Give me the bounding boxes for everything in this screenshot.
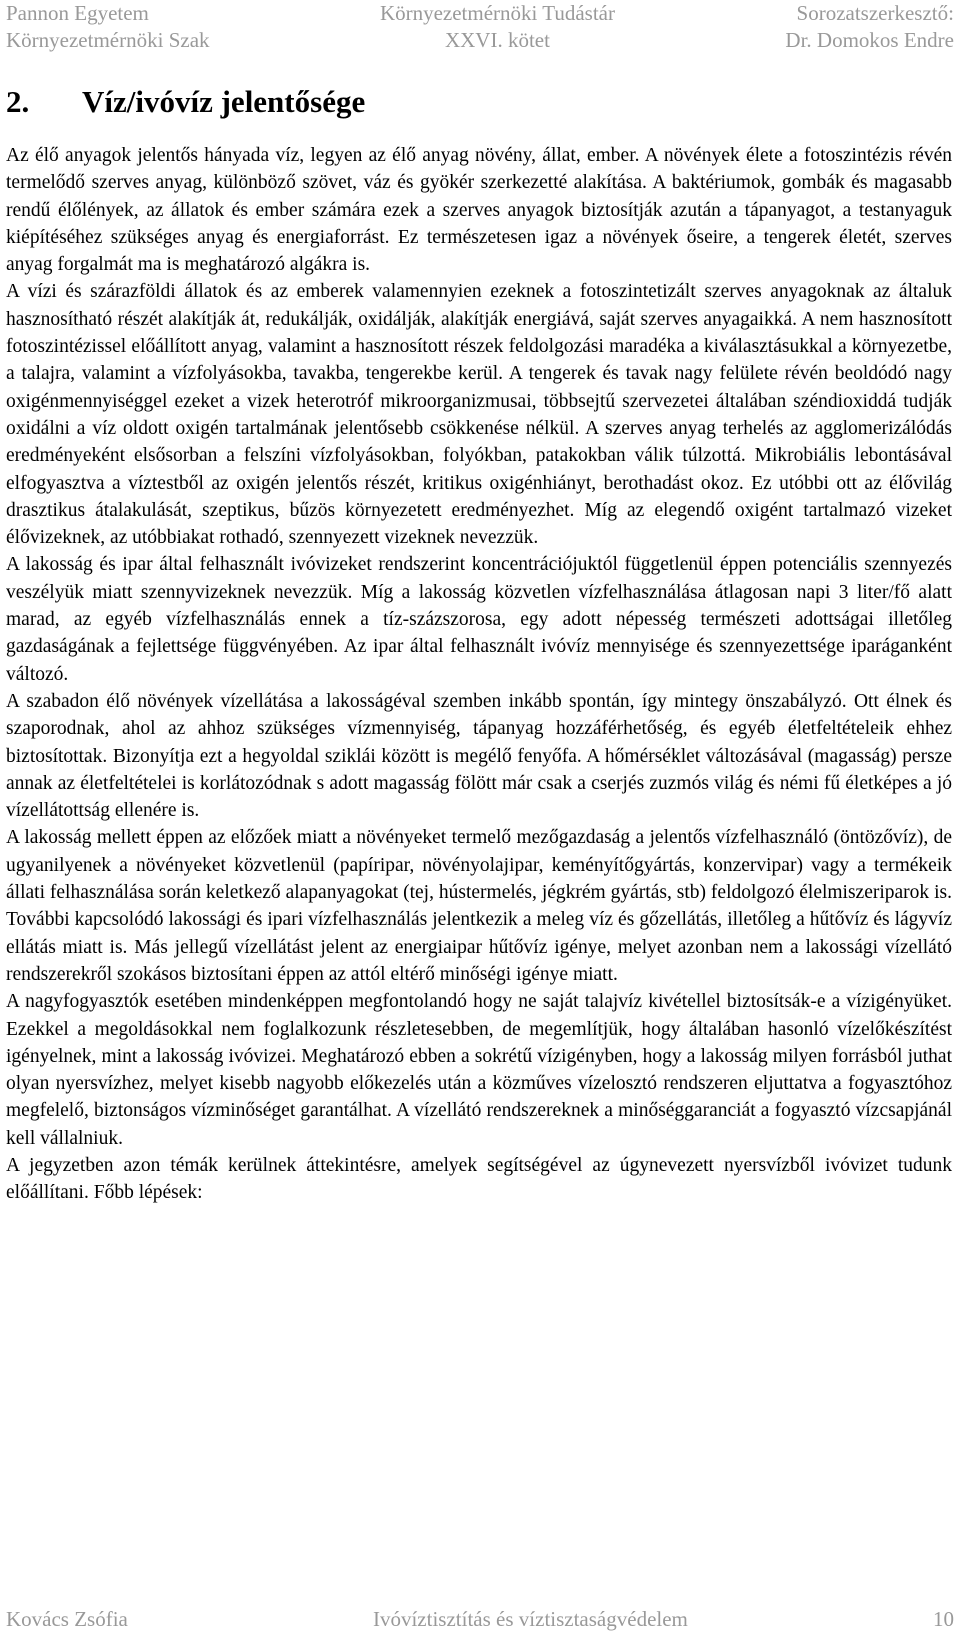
footer-author: Kovács Zsófia: [6, 1607, 128, 1631]
page-number: 10: [932, 1607, 954, 1631]
page-header: [6, 0, 954, 60]
header-right: [785, 0, 954, 60]
header-editor-label: Sorozatszerkesztő:: [796, 1, 954, 25]
page-footer: [6, 1605, 954, 1637]
header-series: Környezetmérnöki Tudástár: [379, 1, 615, 25]
paragraph: A nagyfogyasztók esetében mindenképpen megfontolandó hogy ne saját talajvíz kivétellel biztosítsák-e a vízigényüket. Ezekkel a megoldásokkal nem foglalkozunk részletesebben, de megemlítjük, hogy általában hasonló vízelőkészítést igényelnek, mint a lakosság ivóvizei. Meghatározó ebben a sokrétű vízigényben, hogy a lakosság milyen forrásból juthat olyan nyersvízhez, melyet kisebb nagyobb előkezelés után a közműves vízelosztó rendszeren eljuttatva a fogyasztóhoz megfelelő, biztonságos vízminőséget garantálhat. A vízellátó rendszereknek a minőséggaranciát a fogyasztó vízcsapjánál kell vállalniuk.: [6, 991, 952, 1149]
header-center: [380, 0, 615, 60]
section-heading: [6, 82, 954, 122]
header-editor-name: Dr. Domokos Endre: [785, 28, 954, 52]
paragraph: A vízi és szárazföldi állatok és az emberek valamennyien ezeknek a fotoszintetizált szerves anyagoknak az általuk hasznosítható részét alakítják át, redukálják, oxidálják, alakítják energiává, saját szerves anyagaikká. A nem hasznosított fotoszintézissel előállított anyag, valamint a hasznosított részek feldolgozási maradéka a kiválasztásukkal a környezetbe, a talajra, valamint a vízfolyásokba, tavakba, tengerekbe kerül. A tengerek és tavak nagy felülete révén beoldódó nagy oxigénmennyiséggel ezeket a vizek heterotróf mikroorganizmusai, többsejtű szervezetei általában széndioxiddá tudják oxidálni a víz oldott oxigén tartalmának jelentősebb csökkenése nélkül. A szerves anyag terhelés az agglomerizálódás eredményeként elsősorban a felszíni vízfolyásokban, folyókban, patakokban válik túlzottá. Mikrobiális lebontásával elfogyasztva a víztestből az oxigén jelentős részét, kritikus oxigénhiányt, berothadást okoz. Ez utóbbi ott az élővilág drasztikus átalakulását, szeptikus, bűzös környezetett eredményezhet. Míg az elegendő oxigént tartalmazó vizeket élővizeknek, az utóbbiakat rothadó, szennyezett vizeknek nevezzük.: [6, 281, 952, 549]
footer-book-title: Ivóvíztisztítás és víztisztaságvédelem: [372, 1607, 688, 1631]
section-title: Víz/ivóvíz jelentősége: [82, 84, 366, 119]
paragraph: A jegyzetben azon témák kerülnek áttekintésre, amelyek segítségével az úgynevezett nyersvízből ivóvizet tudunk előállítani. Főbb lépések:: [6, 1154, 952, 1204]
paragraph: A szabadon élő növények vízellátása a lakosságéval szemben inkább spontán, így mintegy önszabályzó. Ott élnek és szaporodnak, ahol az ahhoz szükséges vízmennyiség, tápanyag hozzáférhetőség, és egyéb életfeltételeik ehhez biztosítottak. Bizonyítja ezt a hegyoldal sziklái között is megélő fenyőfa. A hőmérséklet változásával (magasság) persze annak az életfeltételei is korlátozódnak s adott magasság fölött már csak a cserjés zuzmós világ és némi fű életképes a jó vízellátottság ellenére is.: [6, 690, 952, 822]
header-faculty: Környezetmérnöki Szak: [6, 28, 210, 52]
paragraph: A lakosság és ipar által felhasznált ivóvizeket rendszerint koncentrációjuktól függetlenül éppen potenciális szennyezés veszélyük miatt szennyvizeknek nevezzük. Míg a lakosság közvetlen vízfelhasználása átlagosan napi 3 liter/fő alatt marad, az egyéb vízfelhasználás ennek a tíz-százszorosa, egy adott népesség természeti adottságai illetőleg gazdaságának a fejlettsége függvényében. Az ipar által felhasznált ivóvíz mennyisége és szennyezettsége iparáganként változó.: [6, 554, 952, 685]
header-left: [6, 0, 210, 60]
paragraph: A lakosság mellett éppen az előzőek miatt a növényeket termelő mezőgazdaság a jelentős vízfelhasználó (öntözővíz), de ugyanilyenek a növényeket közvetlenül (papíripar, növényolajipar, keményítőgyártás, konzervipar) vagy a termékeik állati felhasználása során keletkező alapanyagokat (tej, hústermelés, jégkrém gyártás, stb) feldolgozó élelmiszeriparok is. További kapcsolódó lakossági és ipari vízfelhasználás jelentkezik a meleg víz és gőzellátás, illetőleg a hűtővíz és lágyvíz ellátás miatt is. Más jellegű vízellátást jelent az energiaipar hűtővíz igénye, melyet azonban nem a lakossági vízellátó rendszerekről szokásos biztosítani éppen az attól eltérő minőségi igénye miatt.: [6, 827, 952, 985]
section-number: 2.: [6, 84, 30, 119]
header-university: Pannon Egyetem: [6, 1, 149, 25]
paragraph: Az élő anyagok jelentős hányada víz, legyen az élő anyag növény, állat, ember. A növények élete a fotoszintézis révén termelődő szerves anyag, különböző szövet, váz és gyökér szerkezetté alakítása. A baktériumok, gombák és magasabb rendű élőlények, az állatok és ember számára ezek a szerves anyagok biztosítják azután a tápanyagot, a testanyaguk kiépítéséhez szükséges anyag és energiaforrást. Ez természetesen igaz a növények őseire, a tengerek életét, szerves anyag forgalmát ma is meghatározó algákra is.: [6, 145, 952, 276]
header-volume: XXVI. kötet: [444, 28, 550, 52]
body-text: [6, 142, 952, 1207]
